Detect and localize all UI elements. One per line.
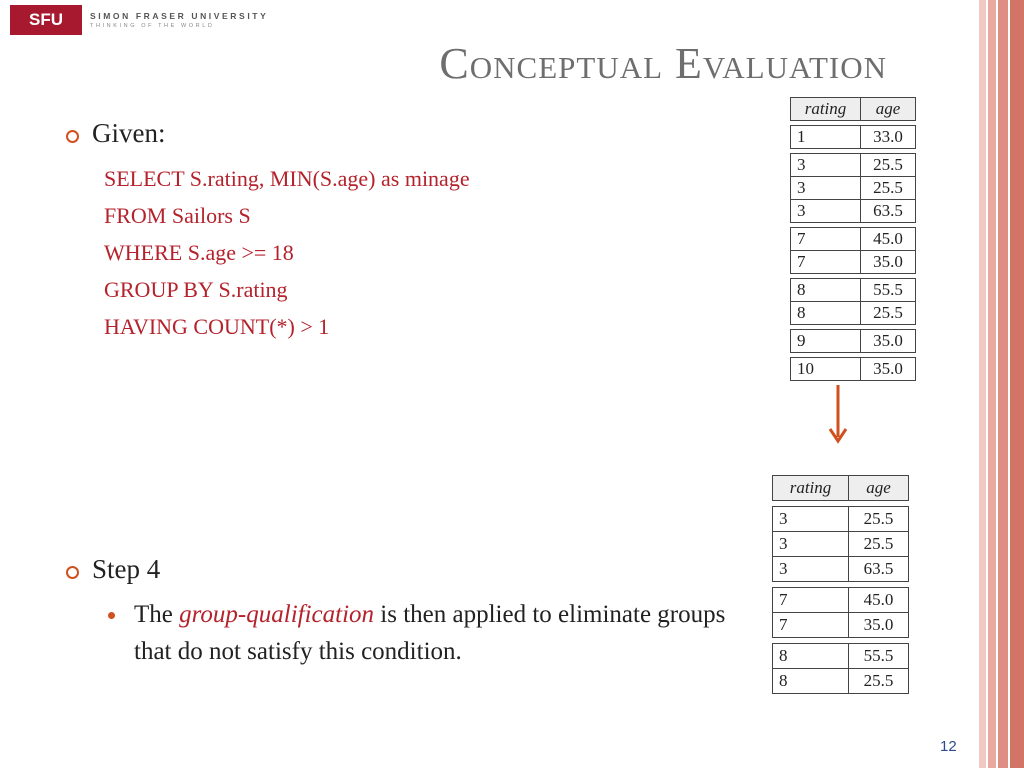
table-header bbox=[772, 475, 909, 501]
table-row bbox=[790, 227, 916, 251]
age-cell: 25.5 bbox=[863, 671, 894, 690]
age-cell: 63.5 bbox=[863, 559, 894, 578]
rating-cell: 3 bbox=[773, 532, 849, 556]
rating-cell: rating bbox=[773, 476, 849, 500]
age-cell: 25.5 bbox=[873, 178, 903, 197]
age-cell: 25.5 bbox=[863, 509, 894, 528]
logo-abbr: SFU bbox=[10, 5, 82, 35]
logo-text bbox=[90, 11, 268, 29]
table-row bbox=[790, 301, 916, 325]
query-line: HAVING COUNT(*) > 1 bbox=[104, 314, 330, 339]
table-row bbox=[772, 643, 909, 669]
rating-cell: 7 bbox=[791, 228, 861, 250]
table-row bbox=[790, 153, 916, 177]
age-cell: age bbox=[866, 478, 891, 497]
step-text-before: The bbox=[134, 601, 180, 628]
rating-cell: 10 bbox=[791, 358, 861, 380]
age-cell: 25.5 bbox=[873, 303, 903, 322]
table-row bbox=[772, 556, 909, 582]
step-text-after: is then applied to eliminate groups that do not satisfy this condition. bbox=[134, 601, 726, 665]
given-label: Given: bbox=[92, 118, 166, 148]
rating-cell: 8 bbox=[773, 644, 849, 668]
page-number: 12 bbox=[940, 738, 957, 755]
rating-cell: 3 bbox=[791, 154, 861, 176]
logo-tagline: THINKING OF THE WORLD bbox=[90, 23, 215, 29]
query-line: FROM Sailors S bbox=[104, 203, 251, 228]
age-cell: 45.0 bbox=[873, 229, 903, 248]
step-emphasis: group-qualification bbox=[179, 601, 375, 628]
age-cell: 45.0 bbox=[863, 590, 894, 609]
age-cell: 33.0 bbox=[873, 127, 903, 146]
rating-cell: 3 bbox=[773, 507, 849, 531]
query-line: GROUP BY S.rating bbox=[104, 277, 288, 302]
sfu-logo bbox=[10, 5, 268, 35]
decor-stripe bbox=[998, 0, 1008, 768]
rating-cell: 7 bbox=[773, 588, 849, 612]
table-row bbox=[790, 278, 916, 302]
age-cell: 35.0 bbox=[873, 359, 903, 378]
age-cell: 35.0 bbox=[863, 615, 894, 634]
age-cell: 55.5 bbox=[863, 646, 894, 665]
rating-cell: 1 bbox=[791, 126, 861, 148]
age-cell: 25.5 bbox=[873, 155, 903, 174]
table-row bbox=[772, 531, 909, 557]
table-row bbox=[790, 125, 916, 149]
rating-cell: 8 bbox=[791, 279, 861, 301]
rating-cell: 7 bbox=[791, 251, 861, 273]
age-cell: 35.0 bbox=[873, 331, 903, 350]
table-row bbox=[772, 668, 909, 694]
rating-cell: 9 bbox=[791, 330, 861, 352]
table-row bbox=[790, 357, 916, 381]
table-row bbox=[772, 587, 909, 613]
table-row bbox=[772, 612, 909, 638]
step-label: Step 4 bbox=[92, 554, 161, 584]
table-row bbox=[772, 506, 909, 532]
rating-cell: 3 bbox=[773, 557, 849, 581]
bullet-dot-icon bbox=[108, 612, 115, 619]
query-line: WHERE S.age >= 18 bbox=[104, 240, 294, 265]
slide-title: Conceptual Evaluation bbox=[439, 39, 887, 88]
down-arrow-icon bbox=[828, 385, 848, 447]
rating-cell: 8 bbox=[791, 302, 861, 324]
step-description bbox=[134, 596, 734, 670]
bullet-circle-icon bbox=[66, 130, 79, 143]
rating-cell: 3 bbox=[791, 177, 861, 199]
table-row bbox=[790, 250, 916, 274]
age-cell: 25.5 bbox=[863, 534, 894, 553]
age-cell: 55.5 bbox=[873, 280, 903, 299]
age-cell: 63.5 bbox=[873, 201, 903, 220]
age-cell: 35.0 bbox=[873, 252, 903, 271]
rating-cell: 3 bbox=[791, 200, 861, 222]
table-row bbox=[790, 199, 916, 223]
bullet-circle-icon bbox=[66, 566, 79, 579]
decor-stripe bbox=[1010, 0, 1024, 768]
decor-stripe bbox=[988, 0, 996, 768]
rating-cell: 7 bbox=[773, 613, 849, 637]
rating-cell: 8 bbox=[773, 669, 849, 693]
query-line: SELECT S.rating, MIN(S.age) as minage bbox=[104, 166, 470, 191]
age-cell: age bbox=[875, 99, 901, 118]
logo-name: SIMON FRASER UNIVERSITY bbox=[90, 11, 269, 21]
table-row bbox=[790, 329, 916, 353]
table-row bbox=[790, 176, 916, 200]
rating-cell: rating bbox=[791, 98, 861, 120]
decor-stripe bbox=[979, 0, 986, 768]
table-header bbox=[790, 97, 916, 121]
